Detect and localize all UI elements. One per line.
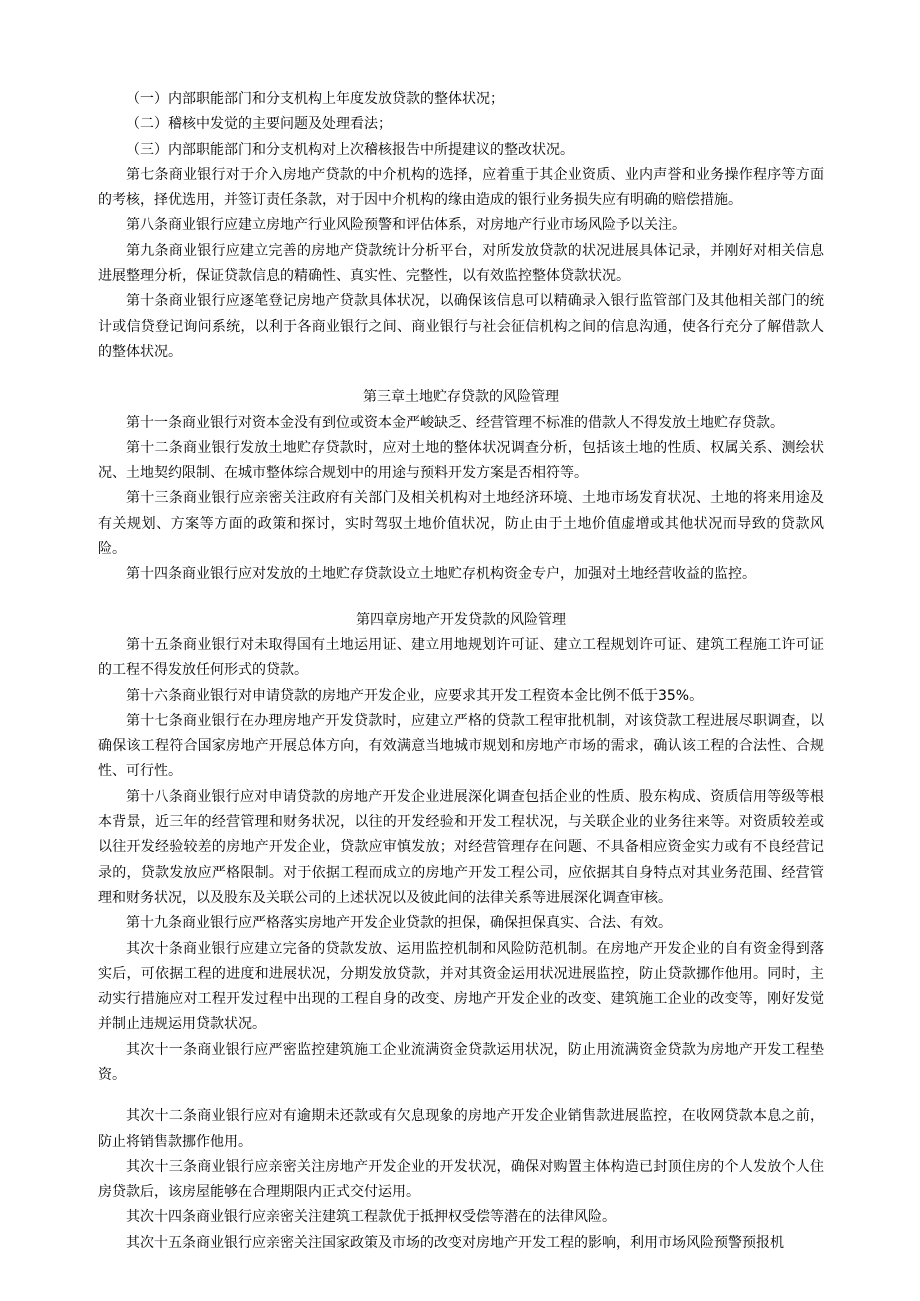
document-page <box>98 87 824 1256</box>
article-paragraph: 第十一条商业银行对资本金没有到位或资本金严峻缺乏、经营管理不标准的借款人不得发放土地贮存贷款。 <box>126 414 784 431</box>
article-paragraph: 第十四条商业银行应对发放的土地贮存贷款设立土地贮存机构资金专户，加强对土地经营收益的监控。 <box>126 566 756 583</box>
article-paragraph: 其次十四条商业银行应亲密关注建筑工程款优于抵押权受偿等潜在的法律风险。 <box>126 1209 616 1226</box>
article-paragraph: 第十七条商业银行在办理房地产开发贷款时，应建立严格的贷款工程审批机制，对该贷款工程进展尽职调查，以确保该工程符合国家房地产开展总体方向，有效满意当地城市规划和房地产市场的需求，确认该工程的合法性、合规性、可行性。 <box>98 712 824 780</box>
article-paragraph: 第十五条商业银行对未取得国有土地运用证、建立用地规划许可证、建立工程规划许可证、建筑工程施工许可证的工程不得发放任何形式的贷款。 <box>98 636 824 679</box>
article-paragraph: 第七条商业银行对于介入房地产贷款的中介机构的选择，应着重于其企业资质、业内声誉和业务操作程序等方面的考核，择优选用，并签订责任条款，对于因中介机构的缘由造成的银行业务损失应有明确的赔偿措施。 <box>98 166 824 209</box>
article-paragraph: 第八条商业银行应建立房地产行业风险预警和评估体系，对房地产行业市场风险予以关注。 <box>126 217 686 234</box>
article-paragraph: 其次十三条商业银行应亲密关注房地产开发企业的开发状况，确保对购置主体构造已封顶住房的个人发放个人住房贷款后，该房屋能够在合理期限内正式交付运用。 <box>98 1158 824 1201</box>
article-paragraph: 其次十一条商业银行应严密监控建筑施工企业流满资金贷款运用状况，防止用流满资金贷款为房地产开发工程垫资。 <box>98 1041 824 1083</box>
article-paragraph: 第十九条商业银行应严格落实房地产开发企业贷款的担保，确保担保真实、合法、有效。 <box>126 915 672 932</box>
article-paragraph: 其次十五条商业银行应亲密关注国家政策及市场的改变对房地产开发工程的影响，利用市场风险预警预报机 <box>126 1234 784 1251</box>
article-paragraph: 其次十二条商业银行应对有逾期未还款或有欠息现象的房地产开发企业销售款进展监控，在收网贷款本息之前，防止将销售款挪作他用。 <box>98 1108 824 1150</box>
article-paragraph: 第十条商业银行应逐笔登记房地产贷款具体状况，以确保该信息可以精确录入银行监管部门及其他相关部门的统计或信贷登记询问系统，以利于各商业银行之间、商业银行与社会征信机构之间的信息沟通，使各行充分了解借款人的整体状况。 <box>98 293 824 360</box>
list-item: （三）内部职能部门和分支机构对上次稽核报告中所提建议的整改状况。 <box>126 141 574 158</box>
article-paragraph: 第十六条商业银行对申请贷款的房地产开发企业，应要求其开发工程资本金比例不低于35%。 <box>126 687 704 704</box>
article-paragraph: 第九条商业银行应建立完善的房地产贷款统计分析平台，对所发放贷款的状况进展具体记录，并刚好对相关信息进展整理分析，保证贷款信息的精确性、真实性、完整性，以有效监控整体贷款状况。 <box>98 242 824 285</box>
article-paragraph: 其次十条商业银行应建立完备的贷款发放、运用监控机制和风险防范机制。在房地产开发企业的自有资金得到落实后，可依据工程的进度和进展状况，分期发放贷款，并对其资金运用状况进展监控，防止贷款挪作他用。同时，主动实行措施应对工程开发过程中出现的工程自身的改变、房地产开发企业的改变、建筑施工企业的改变等，刚好发觉并制止违规运用贷款状况。 <box>98 940 824 1033</box>
chapter-heading: 第三章土地贮存贷款的风险管理 <box>363 389 559 406</box>
list-item: （二）稽核中发觉的主要问题及处理看法； <box>126 116 392 133</box>
article-paragraph: 第十二条商业银行发放土地贮存贷款时，应对土地的整体状况调查分析，包括该土地的性质、权属关系、测绘状况、土地契约限制、在城市整体综合规划中的用途与预料开发方案是否相符等。 <box>98 439 824 482</box>
list-item: （一）内部职能部门和分支机构上年度发放贷款的整体状况； <box>126 91 504 107</box>
article-paragraph: 第十八条商业银行应对申请贷款的房地产开发企业进展深化调查包括企业的性质、股东构成、资质信用等级等根本背景，近三年的经营管理和财务状况，以往的开发经验和开发工程状况，与关联企业的业务往来等。对资质较差或以往开发经验较差的房地产开发企业，贷款应审慎发放；对经营管理存在问题、不具备相应资金实力或有不良经营记录的，贷款发放应严格限制。对于依据工程而成立的房地产开发工程公司，应依据其自身特点对其业务范围、经营管理和财务状况，以及股东及关联公司的上述状况以及彼此间的法律关系等进展深化调查审核。 <box>98 788 824 906</box>
article-paragraph: 第十三条商业银行应亲密关注政府有关部门及相关机构对土地经济环境、土地市场发育状况、土地的将来用途及有关规划、方案等方面的政策和探讨，实时驾驭土地价值状况，防止由于土地价值虚增或其他状况而导致的贷款风险。 <box>98 490 824 558</box>
chapter-heading: 第四章房地产开发贷款的风险管理 <box>356 611 566 628</box>
